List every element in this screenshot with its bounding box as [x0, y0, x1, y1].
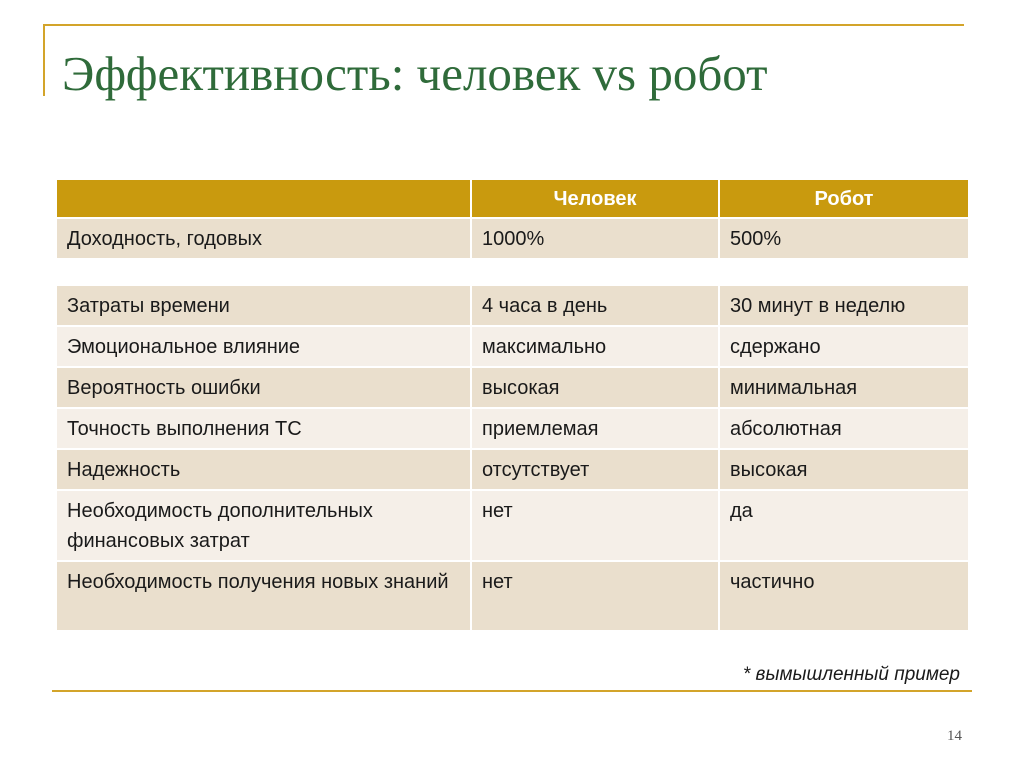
- row-label: Точность выполнения ТС: [57, 408, 471, 449]
- table-row: [57, 449, 968, 490]
- robot-value: 30 минут в неделю: [719, 285, 968, 326]
- bottom-rule-line: [52, 690, 972, 692]
- row-label: Вероятность ошибки: [57, 367, 471, 408]
- table-row: [57, 367, 968, 408]
- human-value: максимально: [471, 326, 719, 367]
- row-label: Доходность, годовых: [57, 218, 471, 259]
- footnote: * вымышленный пример: [742, 664, 960, 685]
- left-frame-line: [43, 24, 45, 96]
- human-value: приемлемая: [471, 408, 719, 449]
- row-label: Необходимость получения новых знаний: [57, 561, 471, 631]
- table-row: [57, 285, 968, 326]
- human-value: отсутствует: [471, 449, 719, 490]
- robot-value: да: [719, 490, 968, 561]
- robot-value: минимальная: [719, 367, 968, 408]
- human-value: 1000%: [471, 218, 719, 259]
- table-gap: [57, 259, 968, 285]
- row-label: Необходимость дополнительных финансовых затрат: [57, 490, 471, 561]
- robot-value: 500%: [719, 218, 968, 259]
- header-cell-human: Человек: [471, 180, 719, 218]
- top-frame-line: [43, 24, 964, 26]
- robot-value: высокая: [719, 449, 968, 490]
- table-row: [57, 561, 968, 631]
- human-value: нет: [471, 490, 719, 561]
- page-number: 14: [947, 728, 962, 744]
- table-header-row: [57, 180, 968, 218]
- row-label: Надежность: [57, 449, 471, 490]
- row-label: Затраты времени: [57, 285, 471, 326]
- table-row: [57, 326, 968, 367]
- row-label: Эмоциональное влияние: [57, 326, 471, 367]
- table-row-income: [57, 218, 968, 259]
- human-value: нет: [471, 561, 719, 631]
- robot-value: абсолютная: [719, 408, 968, 449]
- human-value: 4 часа в день: [471, 285, 719, 326]
- robot-value: сдержано: [719, 326, 968, 367]
- header-cell-empty: [57, 180, 471, 218]
- header-cell-robot: Робот: [719, 180, 968, 218]
- comparison-table: [57, 180, 968, 632]
- human-value: высокая: [471, 367, 719, 408]
- table-row: [57, 408, 968, 449]
- slide-title: Эффективность: человек vs робот: [62, 46, 768, 101]
- robot-value: частично: [719, 561, 968, 631]
- table-row: [57, 490, 968, 561]
